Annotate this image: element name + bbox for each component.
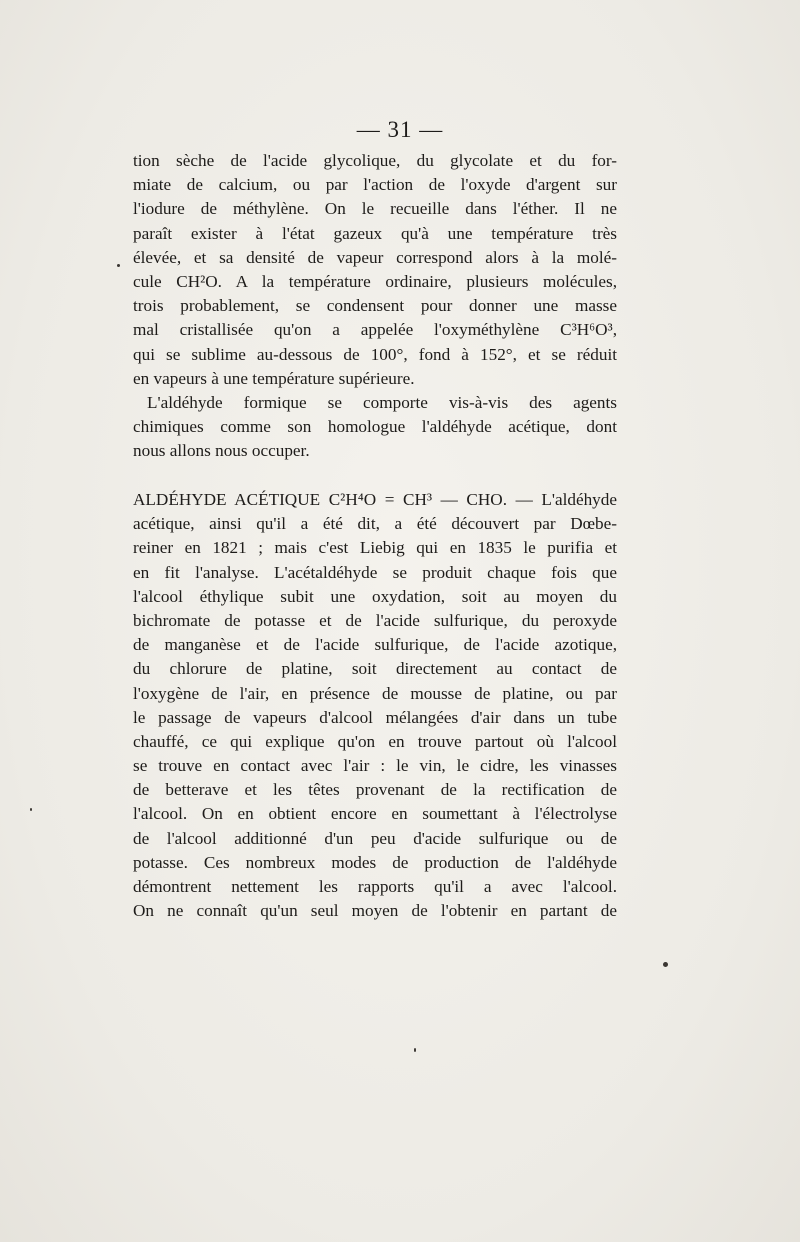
- text-line: bichromate de potasse et de l'acide sulfurique, du peroxyde: [133, 610, 617, 630]
- text-line: élevée, et sa densité de vapeur correspond alors à la molé-: [133, 247, 617, 267]
- text-line: de manganèse et de l'acide sulfurique, de l'acide azotique,: [133, 635, 617, 655]
- text-line: nous allons nous occuper.: [133, 441, 310, 461]
- text-line: On ne connaît qu'un seul moyen de l'obtenir en partant de: [133, 901, 617, 921]
- paper-speck: [414, 1048, 416, 1052]
- paper-speck: [30, 808, 32, 811]
- text-line: de betterave et les têtes provenant de la rectification de: [133, 780, 617, 800]
- text-line: chauffé, ce qui explique qu'on en trouve partout où l'alcool: [133, 731, 617, 751]
- text-line: mal cristallisée qu'on a appelée l'oxyméthylène C³H⁶O³,: [133, 320, 617, 340]
- text-line: le passage de vapeurs d'alcool mélangées d'air dans un tube: [133, 707, 617, 727]
- text-block-upper: [133, 149, 617, 463]
- text-line: de l'alcool additionné d'un peu d'acide sulfurique ou de: [133, 828, 617, 848]
- text-line: reiner en 1821 ; mais c'est Liebig qui en 1835 le purifia et: [133, 538, 617, 558]
- text-line: en vapeurs à une température supérieure.: [133, 368, 415, 388]
- text-line: chimiques comme son homologue l'aldéhyde acétique, dont: [133, 417, 617, 437]
- text-line: l'alcool éthylique subit une oxydation, soit au moyen du: [133, 586, 617, 606]
- text-line: miate de calcium, ou par l'action de l'oxyde d'argent sur: [133, 175, 617, 195]
- page-number: — 31 —: [356, 117, 444, 142]
- text-line: l'iodure de méthylène. On le recueille dans l'éther. Il ne: [133, 199, 617, 219]
- paper-speck: [117, 264, 120, 267]
- text-line: se trouve en contact avec l'air : le vin, le cidre, les vinasses: [133, 756, 617, 776]
- text-line: cule CH²O. A la température ordinaire, plusieurs molécules,: [133, 271, 617, 291]
- paragraph-acetic-aldehyde: [133, 488, 617, 923]
- text-line: démontrent nettement les rapports qu'il a avec l'alcool.: [133, 877, 617, 896]
- text-line: qui se sublime au-dessous de 100°, fond à 152°, et se réduit: [133, 344, 617, 364]
- text-line: trois probablement, se condensent pour donner une masse: [133, 296, 617, 316]
- text-line: L'aldéhyde formique se comporte vis-à-vis des agents: [147, 392, 617, 412]
- text-line: du chlorure de platine, soit directement au contact de: [133, 659, 617, 679]
- text-line: potasse. Ces nombreux modes de production de l'aldéhyde: [133, 852, 617, 872]
- text-line: tion sèche de l'acide glycolique, du glycolate et du for-: [133, 151, 617, 170]
- text-line: paraît exister à l'état gazeux qu'à une température très: [133, 223, 617, 243]
- paragraph-formic-aldehyde: [133, 391, 617, 464]
- text-line: en fit l'analyse. L'acétaldéhyde se produit chaque fois que: [133, 562, 617, 582]
- text-line: l'oxygène de l'air, en présence de mousse de platine, ou par: [133, 683, 617, 703]
- paragraph-oxymethylene: [133, 149, 617, 391]
- section-heading-line: ALDÉHYDE ACÉTIQUE C²H⁴O = CH³ — CHO. — L'aldéhyde: [133, 490, 617, 509]
- text-block-lower: [133, 488, 617, 923]
- paper-speck: [663, 962, 668, 967]
- text-line: l'alcool. On en obtient encore en soumettant à l'électrolyse: [133, 804, 617, 824]
- text-line: acétique, ainsi qu'il a été dit, a été découvert par Dœbe-: [133, 514, 617, 534]
